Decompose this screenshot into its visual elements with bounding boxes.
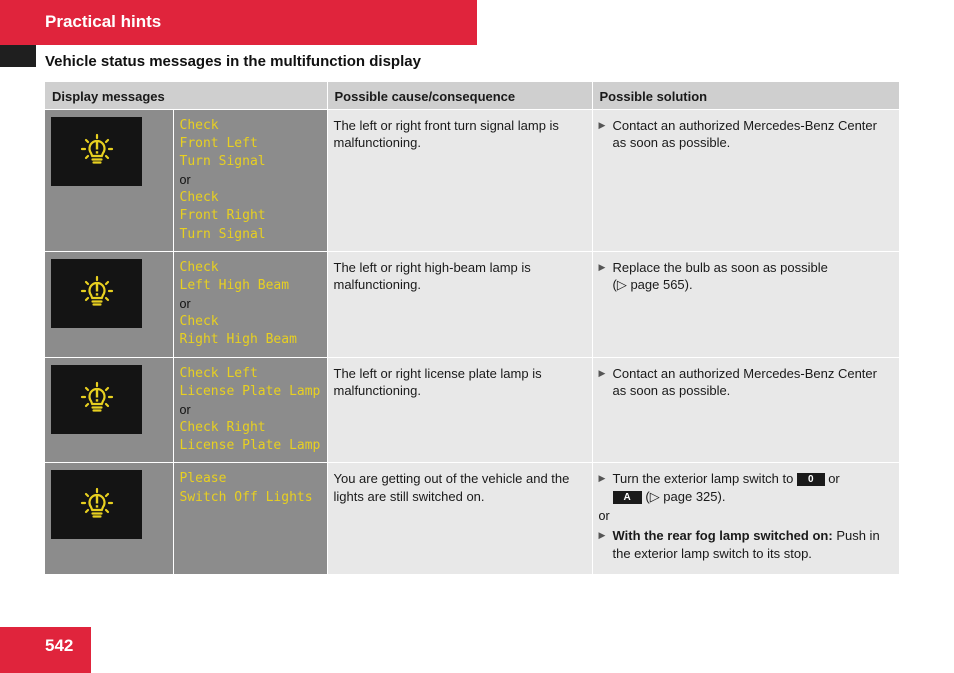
display-text: License Plate Lamp [179,383,321,399]
display-text: Front Right [179,208,266,224]
bullet-triangle-icon: ▶ [598,530,606,541]
or-text: or [828,471,840,487]
solution-cell [592,357,899,463]
icon-cell [45,109,173,251]
col-display-messages: Display messages [45,82,327,109]
or-text: or [179,402,191,417]
display-message-cell [173,109,327,251]
display-message-cell [173,463,327,574]
or-text: or [179,297,191,312]
col-possible-cause: Possible cause/consequence [327,82,592,109]
display-text: Check [179,314,219,330]
solution-text: Contact an authorized Mercedes-Benz Center as soon as possible. [612,365,877,399]
bullet-triangle-icon: ▶ [598,261,606,272]
display-screen [51,365,142,434]
bullet-triangle-icon: ▶ [598,119,606,130]
display-text: License Plate Lamp [179,438,321,454]
page-ref-link[interactable]: (▷ page 565). [612,277,693,293]
solution-text [613,470,894,505]
cause-cell: You are getting out of the vehicle and the lights are still switched on. [327,463,592,574]
solution-text-a: Replace the bulb as soon as possible [612,259,828,275]
solution-text: Contact an authorized Mercedes-Benz Center as soon as possible. [612,117,877,150]
solution-text [613,527,894,562]
or-text: or [598,509,610,524]
display-text: Please [179,471,227,487]
col-possible-solution: Possible solution [592,82,899,109]
solution-condition: With the rear fog lamp switched on: [612,528,833,544]
switch-position-0-key: 0 [797,473,825,486]
cause-cell: The left or right high-beam lamp is malfunctioning. [327,251,592,357]
table-row [45,357,899,463]
display-text: Switch Off Lights [179,489,313,505]
bullet-triangle-icon: ▶ [598,367,606,378]
solution-cell [592,109,899,251]
table-header-row [45,82,899,109]
bullet-triangle-icon: ▶ [598,473,606,484]
solution-step [599,470,894,505]
solution-text-pre: Turn the exterior lamp switch to [612,471,794,487]
display-text: Check [179,259,219,275]
display-text: Check Left [179,365,258,381]
display-message-cell [173,251,327,357]
page-number: 542 [45,636,74,655]
display-text: Front Left [179,135,258,151]
header-title: Practical hints [45,12,162,31]
solution-step [599,527,894,562]
display-text: Check [179,190,219,206]
display-screen [51,117,142,186]
chapter-tab [0,45,36,67]
icon-cell [45,463,173,574]
solution-text-body: Push in the exterior lamp switch to its stop. [612,528,880,561]
display-text: Check [179,117,219,133]
page-ref-link[interactable]: (▷ page 325). [645,488,726,504]
display-text: Right High Beam [179,332,297,348]
display-screen [51,470,142,539]
solution-step [599,117,894,152]
switch-position-a-key: A [613,491,642,504]
section-title: Vehicle status messages in the multifunction display [45,53,421,70]
exterior-lamp-warning-icon [77,131,117,171]
display-text: Turn Signal [179,226,266,242]
table-row [45,463,899,574]
icon-cell [45,251,173,357]
display-text: Turn Signal [179,153,266,169]
icon-cell [45,357,173,463]
status-messages-table [45,82,899,574]
or-text: or [179,173,191,188]
exterior-lamp-warning-icon [77,379,117,419]
display-message-cell [173,357,327,463]
solution-step [599,259,894,294]
cause-cell: The left or right front turn signal lamp is malfunctioning. [327,109,592,251]
table-row [45,109,899,251]
solution-step [599,365,894,400]
exterior-lamp-warning-icon [77,485,117,525]
exterior-lamp-warning-icon [77,273,117,313]
display-text: Left High Beam [179,277,290,293]
display-screen [51,259,142,328]
display-text: Check Right [179,419,266,435]
cause-cell: The left or right license plate lamp is malfunctioning. [327,357,592,463]
solution-cell [592,463,899,574]
table-row [45,251,899,357]
solution-cell [592,251,899,357]
solution-text [613,259,894,294]
